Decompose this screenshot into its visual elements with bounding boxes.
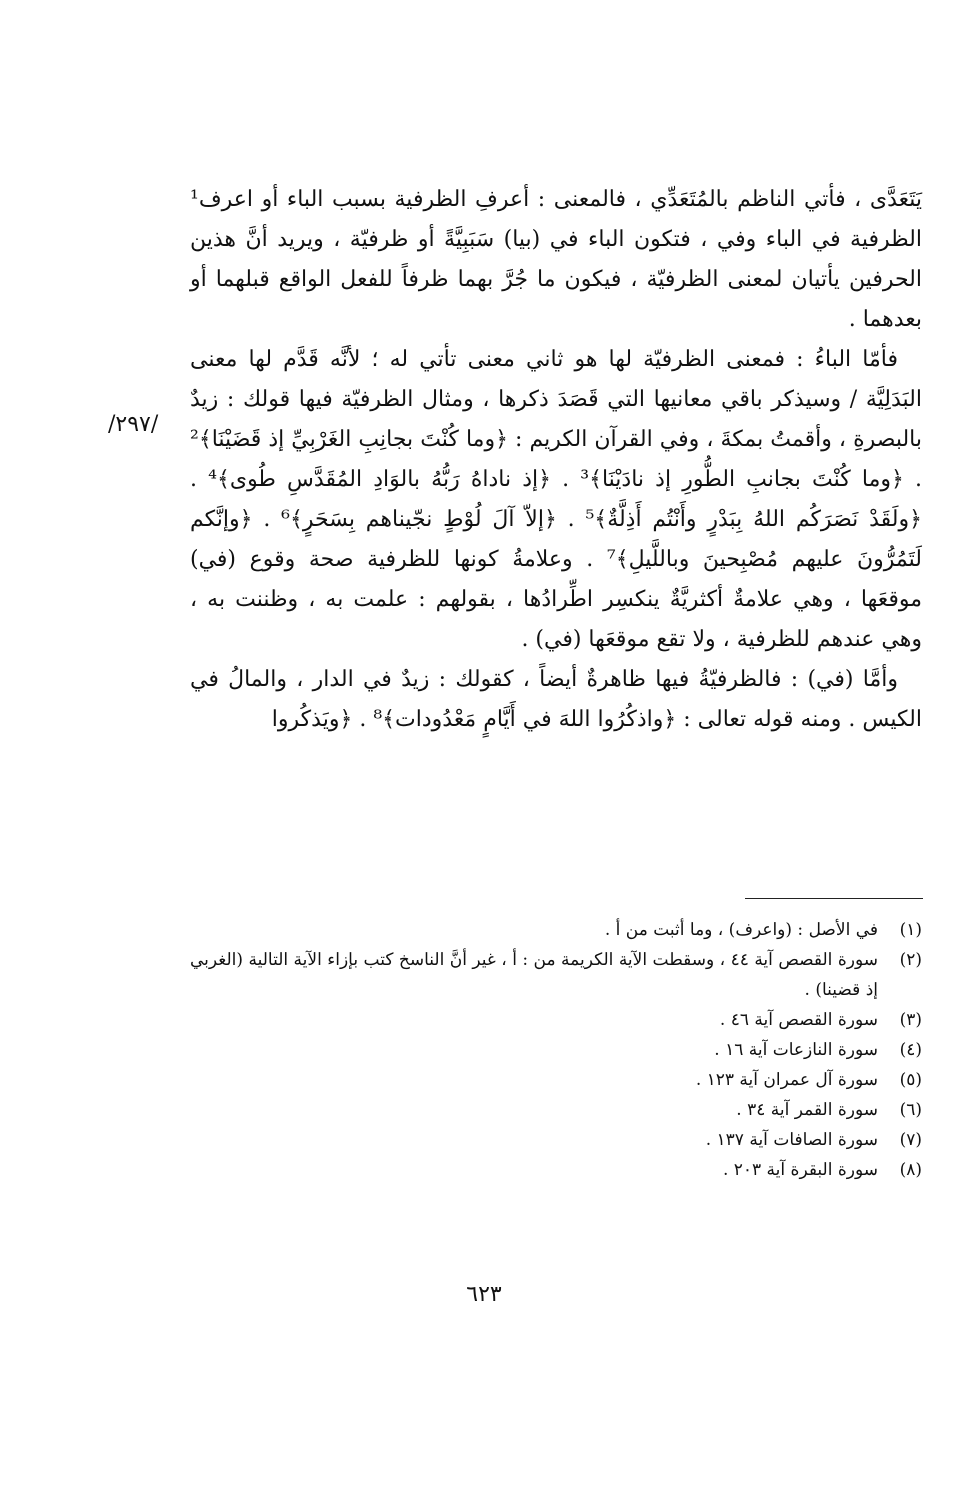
footnote-number: (٥) [899, 1070, 922, 1090]
footnote-item [190, 1005, 922, 1035]
page-number: ٦٢٣ [466, 1282, 502, 1307]
footnote-item [190, 915, 922, 945]
footnote-item [190, 945, 922, 1005]
footnote-divider [745, 898, 923, 899]
footnote-text: في الأصل : (واعرف) ، وما أثبت من أ . [604, 920, 878, 940]
footnote-text: سورة القصص آية ٤٤ ، وسقطت الآية الكريمة من : أ ، غير أنَّ الناسخ كتب بإزاء الآية التالية (الغربي إذ قضينا) . [190, 950, 878, 1000]
footnote-text: سورة آل عمران آية ١٢٣ . [695, 1070, 878, 1090]
footnote-text: سورة الصافات آية ١٣٧ . [705, 1130, 878, 1150]
footnote-text: سورة القمر آية ٣٤ . [736, 1100, 878, 1120]
footnote-item [190, 1125, 922, 1155]
footnote-text: سورة القصص آية ٤٦ . [719, 1010, 878, 1030]
footnote-item [190, 1065, 922, 1095]
footnote-number: (١) [899, 920, 922, 940]
footnote-text: سورة النازعات آية ١٦ . [714, 1040, 878, 1060]
paragraph-2: فأمّا الباءُ : فمعنى الظرفيّة لها هو ثاني معنى تأتي له ؛ لأنَّه قَدَّم لها معنى البَدَلِيَّة / وسيذكر باقي معانيها التي قَصَدَ ذكرها ، ومثال الظرفيّة فيها قولك : زيدٌ بالبصرةِ ، وأقمتُ بمكةَ ، وفي القرآن الكريم : ﴿وما كُنْتَ بجانِبِ الغَرْبِيِّ إذ قَضَيْنَا﴾² . ﴿وما كُنْتَ بجانبِ الطُّورِ إذ نادَيْنَا﴾³ . ﴿إذ ناداهُ رَبُّهُ بالوَادِ المُقَدَّسِ طُوى﴾⁴ . ﴿ولَقَدْ نَصَرَكُم اللهُ بِبَدْرٍ وأَنْتُم أَذِلَّةٌ﴾⁵ . ﴿إلاّ آلَ لُوْطٍ نجّيناهم بِسَحَرٍ﴾⁶ . ﴿وإنَّكم لَتَمُرُّونَ عليهم مُصْبِحينَ وباللَّيلِ﴾⁷ . وعلامةُ كونها للظرفية صحة وقوع (في) موقعَها ، وهي علامةٌ أكثريَّةٌ ينكسِر اطِّرادُها ، بقولهم : علمت به ، وظننت به ، وهي عندهم للظرفية ، ولا تقع موقعَها (في) . [190, 347, 922, 652]
footnote-text: سورة البقرة آية ٢٠٣ . [722, 1160, 878, 1180]
main-text [190, 180, 922, 740]
footnote-number: (٢) [899, 950, 922, 970]
footnote-item [190, 1155, 922, 1185]
footnotes [190, 915, 922, 1185]
paragraph-3: وأمَّا (في) : فالظرفيّةُ فيها ظاهرةٌ أيضاً ، كقولك : زيدٌ في الدار ، والمالُ في الكيس . ومنه قوله تعالى : ﴿واذكُرُوا اللهَ في أَيَّامٍ مَعْدُودات﴾⁸ . ﴿ويَذكُروا [190, 667, 922, 732]
footnote-number: (٦) [899, 1100, 922, 1120]
footnote-item [190, 1095, 922, 1125]
footnote-number: (٣) [899, 1010, 922, 1030]
paragraph-1: يَتَعَدَّى ، فأتي الناظم بالمُتَعَدِّي ، فالمعنى : أعرفِ الظرفية بسبب الباء أو اعرف¹ الظرفية في الباء وفي ، فتكون الباء في (بيا) سَبَبِيَّةً أو ظرفيّة ، ويريد أنَّ هذين الحرفين يأتيان لمعنى الظرفيّة ، فيكون ما جُرَّ بهما ظرفاً للفعل الواقع قبلهما أو بعدهما . [190, 187, 922, 332]
footnote-number: (٧) [899, 1130, 922, 1150]
footnote-number: (٤) [899, 1040, 922, 1060]
footnote-number: (٨) [899, 1160, 922, 1180]
footnote-item [190, 1035, 922, 1065]
margin-folio-note: /٢٩٧/ [108, 412, 159, 437]
